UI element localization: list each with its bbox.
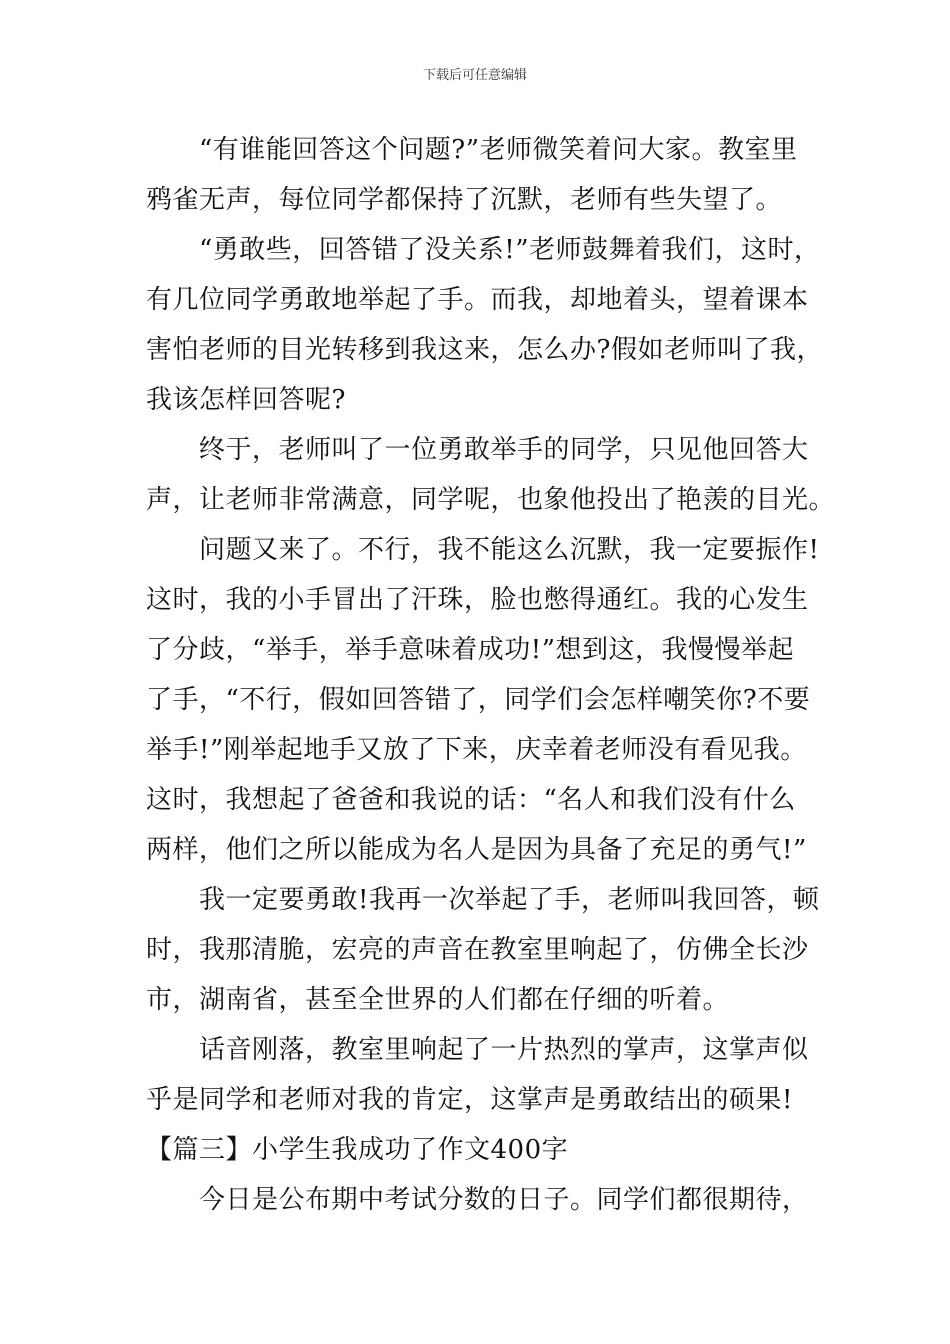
text-line: 话音刚落，教室里响起了一片热烈的掌声，这掌声似 — [146, 1035, 809, 1065]
text-line: 两样，他们之所以能成为名人是因为具备了充足的勇气!” — [146, 835, 807, 865]
text-line: 时，我那清脆，宏亮的声音在教室里响起了，仿佛全长沙 — [146, 935, 809, 965]
text-line: 声，让老师非常满意，同学呢，也象他投出了艳羡的目光。 — [146, 485, 836, 515]
text-line: 了手，“不行，假如回答错了，同学们会怎样嘲笑你?不要 — [146, 685, 811, 715]
text-line: 乎是同学和老师对我的肯定，这掌声是勇敢结出的硕果! — [146, 1085, 793, 1115]
text-line: “有谁能回答这个问题?”老师微笑着问大家。教室里 — [146, 135, 798, 165]
text-line: 市，湖南省，甚至全世界的人们都在仔细的听着。 — [146, 985, 730, 1015]
text-line: 今日是公布期中考试分数的日子。同学们都很期待， — [146, 1185, 809, 1215]
text-line: 了分歧，“举手，举手意味着成功!”想到这，我慢慢举起 — [146, 635, 795, 665]
section-heading: 【篇三】小学生我成功了作文400字 — [146, 1135, 569, 1165]
text-line: 我该怎样回答呢? — [146, 385, 346, 415]
text-line: 终于，老师叫了一位勇敢举手的同学，只见他回答大 — [146, 435, 809, 465]
page-header: 下载后可任意编辑 — [422, 68, 527, 83]
text-line: 这时，我想起了爸爸和我说的话：“名人和我们没有什么 — [146, 785, 796, 815]
text-line: 举手!”刚举起地手又放了下来，庆幸着老师没有看见我。 — [146, 735, 807, 765]
text-line: 鸦雀无声，每位同学都保持了沉默，老师有些失望了。 — [146, 185, 783, 215]
text-line: 害怕老师的目光转移到我这来，怎么办?假如老师叫了我， — [146, 335, 823, 365]
text-line: 我一定要勇敢!我再一次举起了手，老师叫我回答，顿 — [146, 885, 820, 915]
text-line: 这时，我的小手冒出了汗珠，脸也憋得通红。我的心发生 — [146, 585, 809, 615]
text-line: 有几位同学勇敢地举起了手。而我，却地着头，望着课本 — [146, 285, 809, 315]
text-line: 问题又来了。不行，我不能这么沉默，我一定要振作! — [146, 535, 820, 565]
text-line: “勇敢些，回答错了没关系!”老师鼓舞着我们，这时， — [146, 235, 821, 265]
